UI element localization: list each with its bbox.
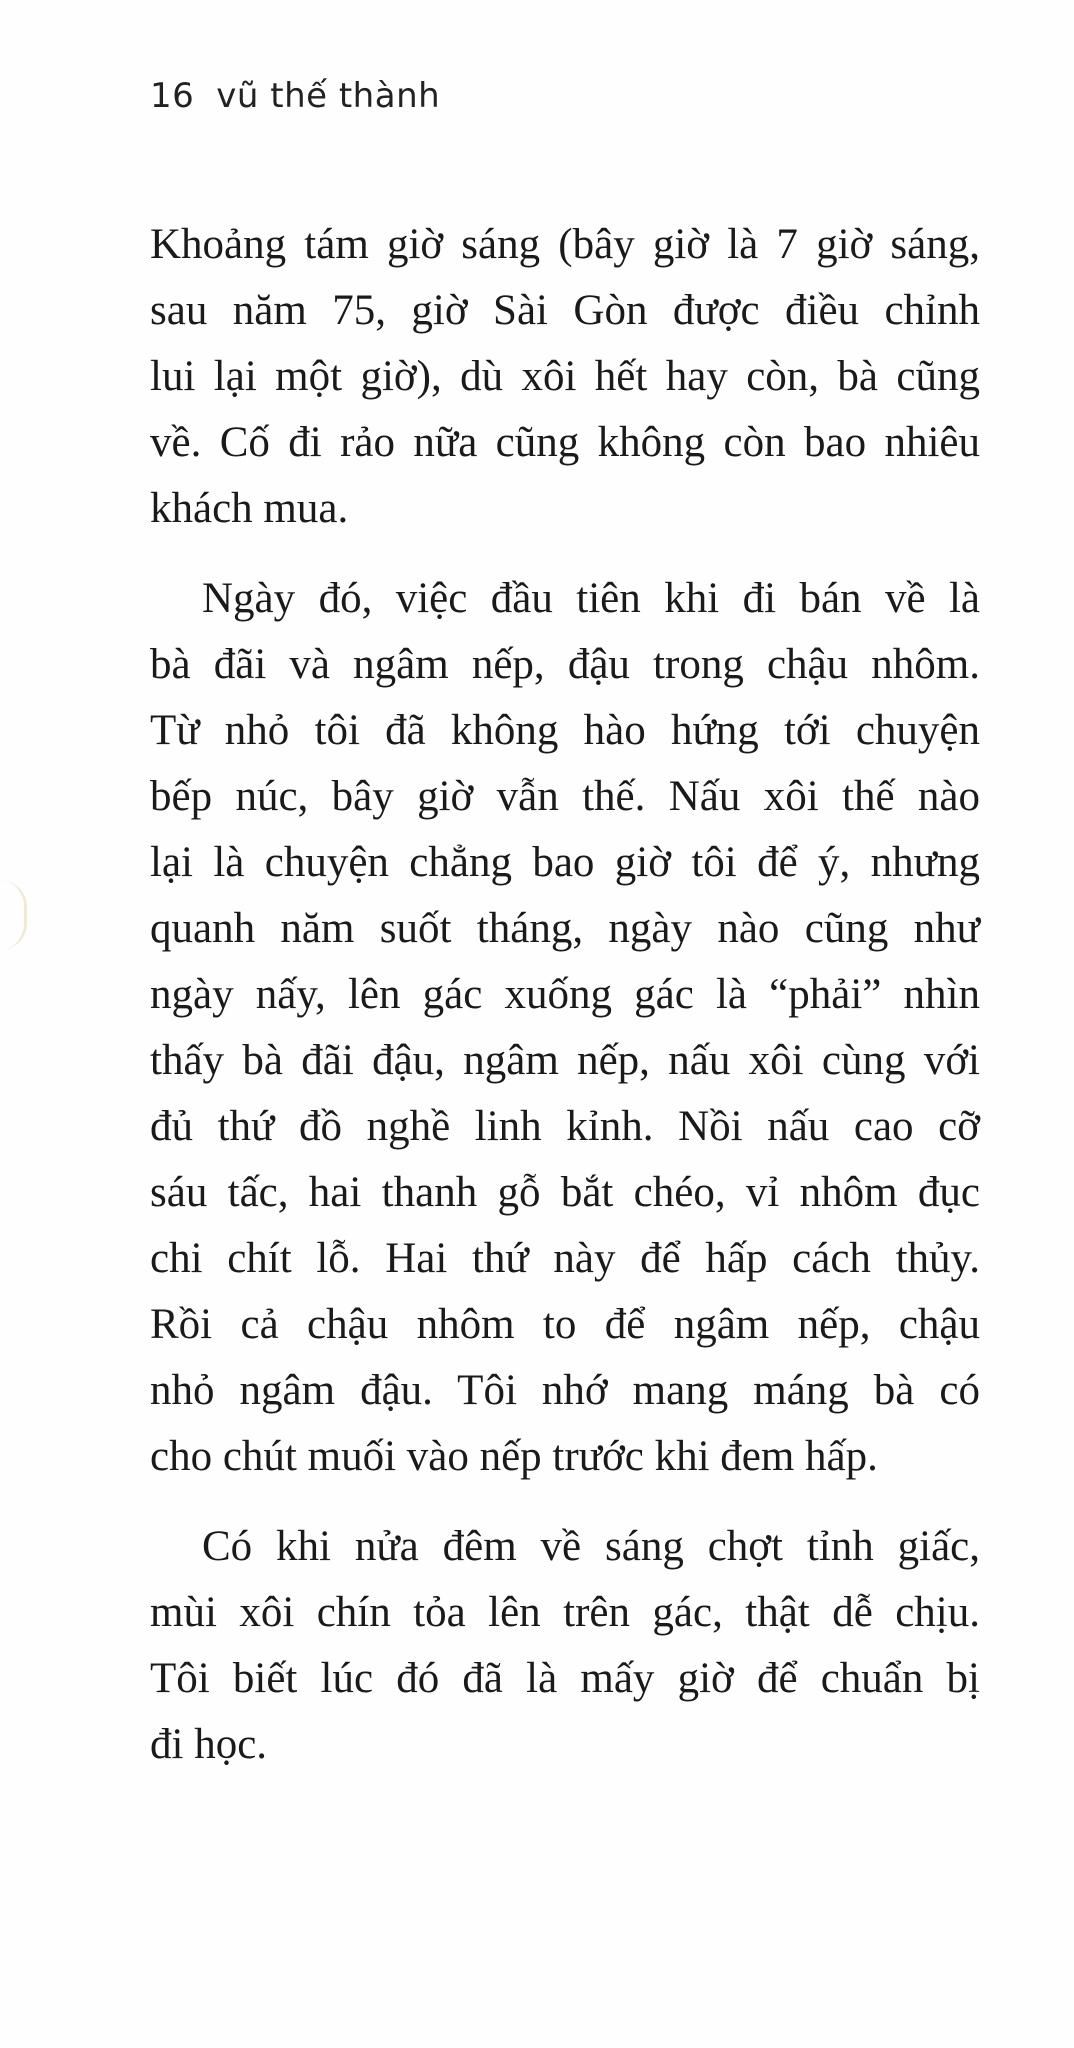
text-line: về. Cố đi rảo nữa cũng không còn bao nhiêu	[150, 419, 980, 466]
text-line: Có khi nửa đêm về sáng chợt tỉnh giấc,	[202, 1523, 980, 1570]
paragraph	[150, 212, 980, 542]
page-edge-mark	[0, 880, 27, 950]
text-line: quanh năm suốt tháng, ngày nào cũng như	[150, 905, 980, 952]
text-line: lại là chuyện chẳng bao giờ tôi để ý, nhưng	[150, 839, 980, 886]
text-line: cho chút muối vào nếp trước khi đem hấp.	[150, 1433, 878, 1480]
text-line: ngày nấy, lên gác xuống gác là “phải” nhìn	[150, 971, 980, 1018]
paragraph	[150, 566, 980, 1490]
text-line: Ngày đó, việc đầu tiên khi đi bán về là	[202, 575, 980, 622]
page-number: 16	[150, 76, 195, 116]
text-line: bà đãi và ngâm nếp, đậu trong chậu nhôm.	[150, 641, 980, 688]
running-header	[150, 76, 440, 116]
text-line: sáu tấc, hai thanh gỗ bắt chéo, vỉ nhôm đục	[150, 1169, 980, 1216]
text-line: bếp núc, bây giờ vẫn thế. Nấu xôi thế nào	[150, 773, 980, 820]
text-line: lui lại một giờ), dù xôi hết hay còn, bà cũng	[150, 353, 980, 400]
text-line: thấy bà đãi đậu, ngâm nếp, nấu xôi cùng với	[150, 1037, 980, 1084]
paragraph	[150, 1514, 980, 1778]
text-line: Từ nhỏ tôi đã không hào hứng tới chuyện	[150, 707, 980, 754]
text-line: đi học.	[150, 1721, 268, 1768]
text-line: Khoảng tám giờ sáng (bây giờ là 7 giờ sáng,	[150, 221, 980, 268]
text-line: khách mua.	[150, 485, 349, 532]
text-line: mùi xôi chín tỏa lên trên gác, thật dễ chịu.	[150, 1589, 980, 1636]
text-line: nhỏ ngâm đậu. Tôi nhớ mang máng bà có	[150, 1367, 980, 1414]
text-line: Tôi biết lúc đó đã là mấy giờ để chuẩn bị	[150, 1655, 980, 1702]
text-line: chi chít lỗ. Hai thứ này để hấp cách thủy.	[150, 1235, 980, 1282]
text-line: sau năm 75, giờ Sài Gòn được điều chỉnh	[150, 287, 980, 334]
text-line: đủ thứ đồ nghề linh kỉnh. Nồi nấu cao cỡ	[150, 1103, 980, 1150]
text-line: Rồi cả chậu nhôm to để ngâm nếp, chậu	[150, 1301, 980, 1348]
author-name: vũ thế thành	[216, 76, 441, 116]
body-text	[150, 212, 980, 1778]
